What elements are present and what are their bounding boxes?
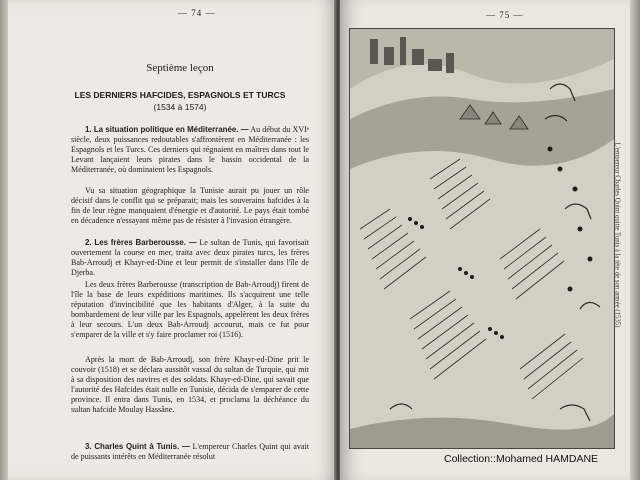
right-page-edge [630,0,640,480]
section-2-heading: 2. Les frères Barberousse. — [85,238,197,247]
section-3-heading: 3. Charles Quint à Tunis. — [85,442,190,451]
engraving-illustration [350,29,614,448]
right-page-number: — 75 — [486,10,524,20]
collection-credit: Collection::Mohamed HAMDANE [444,453,599,465]
section-1-paragraph-2: Vu sa situation géographique la Tunisie aurait pu jouer un rôle décisif dans le conflit qui se préparait; mais les souverains hafcides à la fin de leur règne manquaient d'énergie et d'autorité. Le pays était tombé en décadence n'essayant même pas de résister à l'invasion étrangère. [71,186,309,226]
lesson-heading: Septième leçon [146,62,214,74]
section-2-paragraph-1 [71,238,309,278]
section-1-heading: 1. La situation politique en Méditerranée. — [85,125,249,134]
section-2-text-1: Le sultan de Tunis, qui favorisait ouvertement la course en mer, traita avec deux pirates turcs, les frères Bab-Arroudj et Khayr-ed-Dine et leur permit de s'installer dans l'île de Djerba. [71,238,309,278]
engraving-caption: L'empereur Charles Quint quitte Tunis à la tête de son armée (1535) [613,142,621,328]
section-3-paragraph-1 [71,442,309,462]
section-2-paragraph-3: Après la mort de Bab-Arroudj, son frère Khayr-ed-Dine prit le couvoir (1518) et se déclara aussitôt vassal du sultan de Turquie, qui mit à sa disposition des navires et des soldats. Khayr-ed-Dine, qui savait que l'autorité des Hafcides était nulle en Tunisie, décida de s'emparer de cette province. Il entra dans Tunis, en 1534, et proclama la déchéance du sultan hafcide Moulay Hassâne. [71,355,309,415]
historical-engraving [349,28,615,449]
section-1-text-1: Au début du XVIᵉ siècle, deux puissances redoutables s'affrontèrent en Méditerranée : les Espagnols et les Turcs. Ces derniers qui régnaient en maîtres dans tout le Levant lançaient leurs pirates dans le bassin occidental de la Méditerranée, où dominaient les Espagnols. [71,125,310,175]
chapter-dates: (1534 à 1574) [153,102,207,112]
section-3-text-1: L'empereur Charles Quint qui avait de puissants intérêts en Méditerranée résolut [71,442,309,462]
chapter-title: LES DERNIERS HAFCIDES, ESPAGNOLS ET TURCS [74,90,286,100]
section-2-paragraph-2: Les deux frères Barberousse (transcription de Bab-Arroudj) firent de l'île la base de leurs expéditions maritimes. Ils s'acquirent une telle réputation d'invincibilité que les habitants d'Alger, à la suite du bombardement de leur ville par les Espagnols, appelèrent les deux frères à leur secours. L'un deux Bab-Arroudj accourut, mais ce fut pour s'emparer de la ville et s'y faire proclamer roi (1516). [71,280,309,340]
left-page-number: — 74 — [178,8,216,18]
section-1-paragraph-1 [71,125,309,175]
